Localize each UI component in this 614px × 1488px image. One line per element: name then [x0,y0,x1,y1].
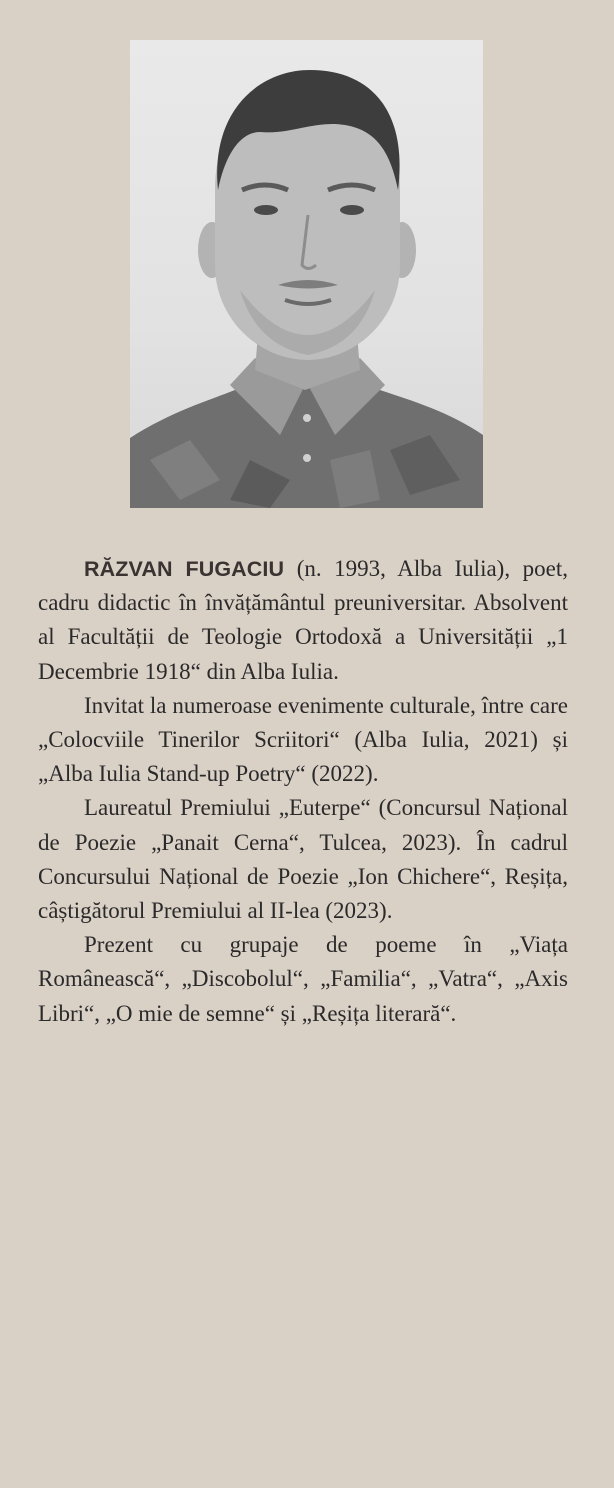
bio-paragraph-1 [38,552,568,689]
bio-paragraph-2: Invitat la numeroase evenimente culturale, între care „Colocviile Tinerilor Scriitori“ (Alba Iulia, 2021) și „Alba Iulia Stand-up Poetry“ (2022). [38,692,568,787]
bio-paragraph-1-text: (n. 1993, Alba Iulia), poet, cadru didactic în învățământul preuniversitar. Absolvent al Facultății de Teologie Ortodoxă a Universității „1 Decembrie 1918“ din Alba Iulia. [38,556,568,684]
bio-paragraph-3: Laureatul Premiului „Euterpe“ (Concursul Național de Poezie „Panait Cerna“, Tulcea, 2023). În cadrul Concursului Național de Poezie „Ion Chichere“, Reșița, câștigătorul Premiului al II-lea (2023). [38,795,568,924]
author-photo [130,40,483,508]
bio-paragraph-4: Prezent cu grupaje de poeme în „Viața Românească“, „Discobolul“, „Familia“, „Vatra“, „Axis Libri“, „O mie de semne“ și „Reșița literară“. [38,932,568,1026]
author-name: RĂZVAN FUGACIU [84,557,285,581]
author-bio [38,552,568,1031]
author-portrait-icon [130,40,483,508]
